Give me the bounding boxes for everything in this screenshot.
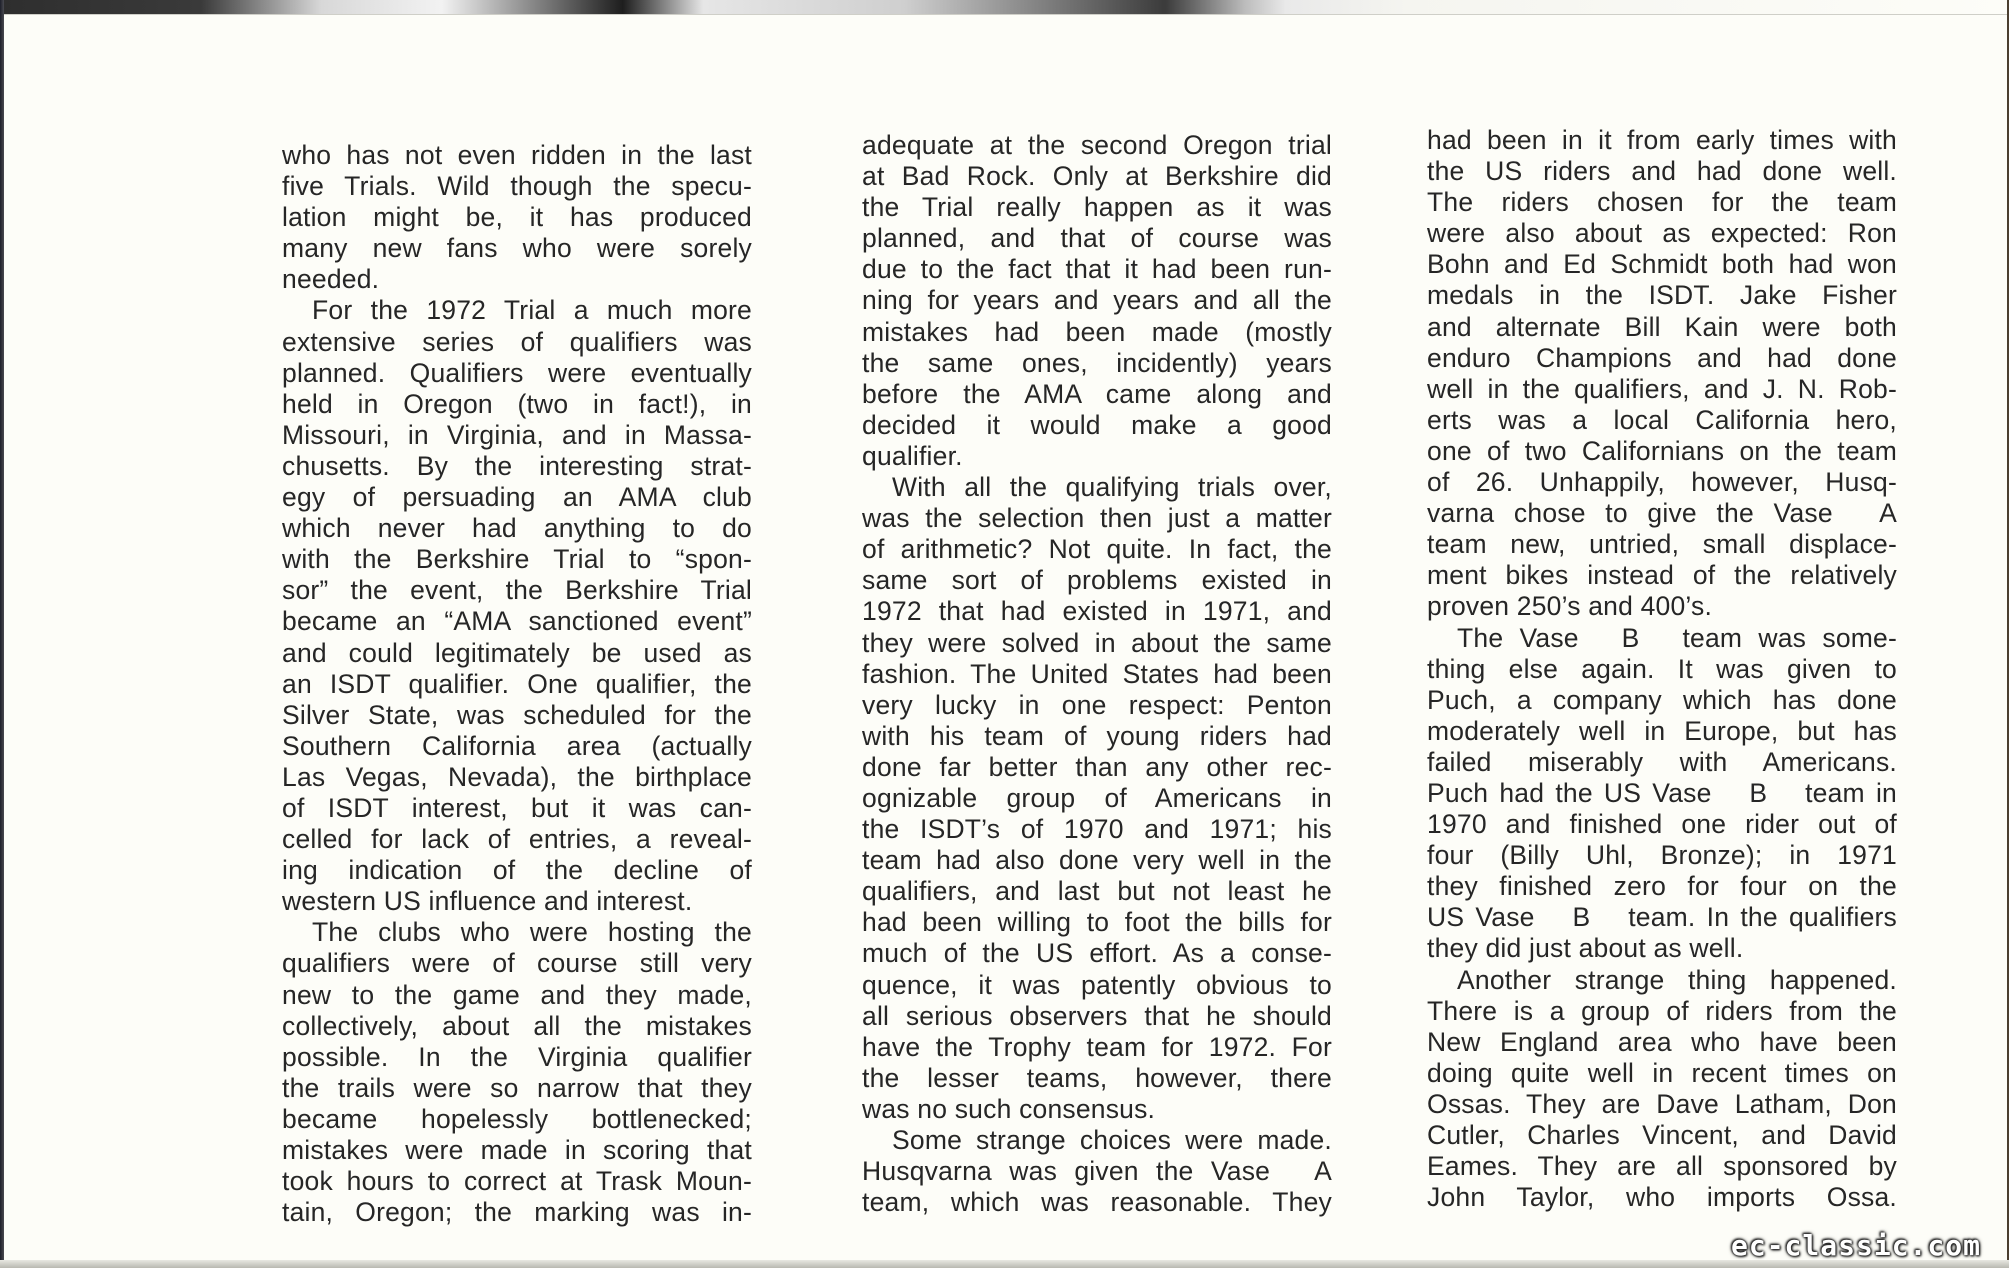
text-line: lation might be, it has produced — [282, 202, 752, 233]
text-line: mistakes had been made (mostly — [862, 316, 1332, 347]
text-line: became hopelessly bottlenecked; — [282, 1103, 752, 1134]
text-line: ning for years and years and all the — [862, 285, 1332, 316]
text-line: have the Trophy team for 1972. For — [862, 1031, 1332, 1062]
text-line: many new fans who were sorely — [282, 233, 752, 264]
text-column-3 — [1427, 125, 1897, 1213]
text-line: they did just about as well. — [1427, 933, 1744, 964]
text-line: much of the US effort. As a conse- — [862, 938, 1332, 969]
text-line: held in Oregon (two in fact!), in — [282, 388, 752, 419]
text-line: new to the game and they made, — [282, 979, 752, 1010]
text-line: four (Billy Uhl, Bronze); in 1971 — [1427, 840, 1897, 871]
text-line: team, which was reasonable. They — [862, 1187, 1332, 1218]
text-line: same sort of problems existed in — [862, 565, 1332, 596]
watermark: ec-classic.com — [1730, 1229, 1981, 1262]
text-line: and alternate Bill Kain were both — [1427, 311, 1897, 342]
text-line: Puch had the US Vase B team in — [1427, 777, 1897, 808]
text-line: which never had anything to do — [282, 513, 752, 544]
text-line: qualifiers were of course still very — [282, 948, 752, 979]
text-line: doing quite well in recent times on — [1427, 1057, 1897, 1088]
text-line: sor” the event, the Berkshire Trial — [282, 575, 752, 606]
text-line: ing indication of the decline of — [282, 855, 752, 886]
text-line: of 26. Unhappily, however, Husq- — [1427, 467, 1897, 498]
text-line: took hours to correct at Trask Moun- — [282, 1166, 752, 1197]
text-column-1 — [282, 140, 752, 1228]
text-line: 1970 and finished one rider out of — [1427, 809, 1897, 840]
text-line: Las Vegas, Nevada), the birthplace — [282, 761, 752, 792]
text-line: John Taylor, who imports Ossa. — [1427, 1182, 1897, 1213]
text-line: fashion. The United States had been — [862, 658, 1332, 689]
text-line: was the selection then just a matter — [862, 503, 1332, 534]
text-line: Cutler, Charles Vincent, and David — [1427, 1120, 1897, 1150]
text-line: had been willing to foot the bills for — [862, 907, 1332, 938]
text-line: all serious observers that he should — [862, 1000, 1332, 1031]
text-line: Some strange choices were made. — [892, 1125, 1332, 1155]
text-line: the ISDT’s of 1970 and 1971; his — [862, 814, 1332, 845]
text-line: Missouri, in Virginia, and in Massa- — [282, 419, 752, 450]
text-line: enduro Champions and had done — [1427, 342, 1897, 373]
text-line: Eames. They are all sponsored by — [1427, 1151, 1897, 1182]
text-line: US Vase B team. In the qualifiers — [1427, 902, 1897, 933]
text-line: they were solved in about the same — [862, 627, 1332, 658]
text-column-2 — [862, 130, 1332, 1218]
text-line: quence, it was patently obvious to — [862, 969, 1332, 1000]
text-line: egy of persuading an AMA club — [282, 482, 752, 513]
text-line: celled for lack of entries, a reveal- — [282, 824, 752, 855]
text-line: planned. Qualifiers were eventually — [282, 357, 752, 388]
text-line: moderately well in Europe, but has — [1427, 715, 1897, 746]
text-line: proven 250’s and 400’s. — [1427, 591, 1713, 622]
text-line: The riders chosen for the team — [1427, 187, 1897, 218]
text-line: 1972 that had existed in 1971, and — [862, 596, 1332, 627]
text-line: who has not even ridden in the last — [282, 140, 752, 170]
text-line: western US influence and interest. — [282, 886, 693, 917]
text-line: There is a group of riders from the — [1427, 995, 1897, 1026]
text-line: with the Berkshire Trial to “spon- — [282, 544, 752, 575]
text-line: the same ones, incidently) years — [862, 347, 1332, 378]
text-line: the trails were so narrow that they — [282, 1072, 752, 1103]
text-line: mistakes were made in scoring that — [282, 1135, 752, 1165]
text-line: before the AMA came along and — [862, 378, 1332, 409]
text-line: medals in the ISDT. Jake Fisher — [1427, 280, 1897, 311]
text-line: ognizable group of Americans in — [862, 782, 1332, 813]
text-line: varna chose to give the Vase A — [1427, 498, 1897, 529]
text-line: tain, Oregon; the marking was in- — [282, 1197, 752, 1228]
text-line: they finished zero for four on the — [1427, 871, 1897, 902]
text-line: The clubs who were hosting the — [312, 917, 752, 948]
text-line: the US riders and had done well. — [1427, 156, 1897, 187]
text-line: and could legitimately be used as — [282, 637, 752, 668]
text-line: an ISDT qualifier. One qualifier, the — [282, 668, 752, 699]
text-line: Another strange thing happened. — [1457, 964, 1897, 995]
text-line: with his team of young riders had — [862, 720, 1332, 751]
text-line: was no such consensus. — [862, 1093, 1156, 1124]
text-line: With all the qualifying trials over, — [892, 472, 1332, 503]
text-line: Puch, a company which has done — [1427, 684, 1897, 715]
text-line: collectively, about all the mistakes — [282, 1010, 752, 1041]
text-line: decided it would make a good — [862, 409, 1332, 440]
text-line: needed. — [282, 264, 380, 295]
text-line: planned, and that of course was — [862, 223, 1332, 254]
text-line: failed miserably with Americans. — [1427, 746, 1897, 777]
page-bottom-edge — [0, 1260, 2009, 1268]
text-line: qualifiers, and last but not least he — [862, 876, 1332, 907]
top-photo-edge — [0, 0, 2009, 15]
text-line: The Vase B team was some- — [1457, 622, 1897, 653]
text-line: Southern California area (actually — [282, 730, 752, 761]
text-line: extensive series of qualifiers was — [282, 326, 752, 357]
text-line: adequate at the second Oregon trial — [862, 130, 1332, 160]
text-line: were also about as expected: Ron — [1427, 218, 1897, 249]
text-line: very lucky in one respect: Penton — [862, 689, 1332, 720]
text-line: ment bikes instead of the relatively — [1427, 560, 1897, 591]
text-line: one of two Californians on the team — [1427, 435, 1897, 466]
text-line: team had also done very well in the — [862, 845, 1332, 876]
text-line: For the 1972 Trial a much more — [312, 295, 752, 326]
text-line: the lesser teams, however, there — [862, 1062, 1332, 1093]
text-line: Silver State, was scheduled for the — [282, 699, 752, 730]
text-line: the Trial really happen as it was — [862, 192, 1332, 223]
text-line: done far better than any other rec- — [862, 751, 1332, 782]
text-line: at Bad Rock. Only at Berkshire did — [862, 161, 1332, 192]
page-left-edge — [0, 0, 4, 1268]
text-line: Husqvarna was given the Vase A — [862, 1156, 1332, 1187]
text-line: erts was a local California hero, — [1427, 404, 1897, 435]
text-line: became an “AMA sanctioned event” — [282, 606, 752, 637]
text-line: due to the fact that it had been run- — [862, 254, 1332, 285]
text-line: team new, untried, small displace- — [1427, 529, 1897, 560]
text-line: Ossas. They are Dave Latham, Don — [1427, 1088, 1897, 1119]
text-line: of arithmetic? Not quite. In fact, the — [862, 534, 1332, 565]
text-line: of ISDT interest, but it was can- — [282, 792, 752, 823]
text-line: thing else again. It was given to — [1427, 653, 1897, 684]
text-line: Bohn and Ed Schmidt both had won — [1427, 249, 1897, 280]
text-line: well in the qualifiers, and J. N. Rob- — [1427, 373, 1897, 404]
text-line: qualifier. — [862, 440, 963, 471]
text-line: possible. In the Virginia qualifier — [282, 1041, 752, 1072]
text-line: five Trials. Wild though the specu- — [282, 171, 752, 202]
text-line: had been in it from early times with — [1427, 125, 1897, 155]
text-line: New England area who have been — [1427, 1026, 1897, 1057]
text-line: chusetts. By the interesting strat- — [282, 450, 752, 481]
